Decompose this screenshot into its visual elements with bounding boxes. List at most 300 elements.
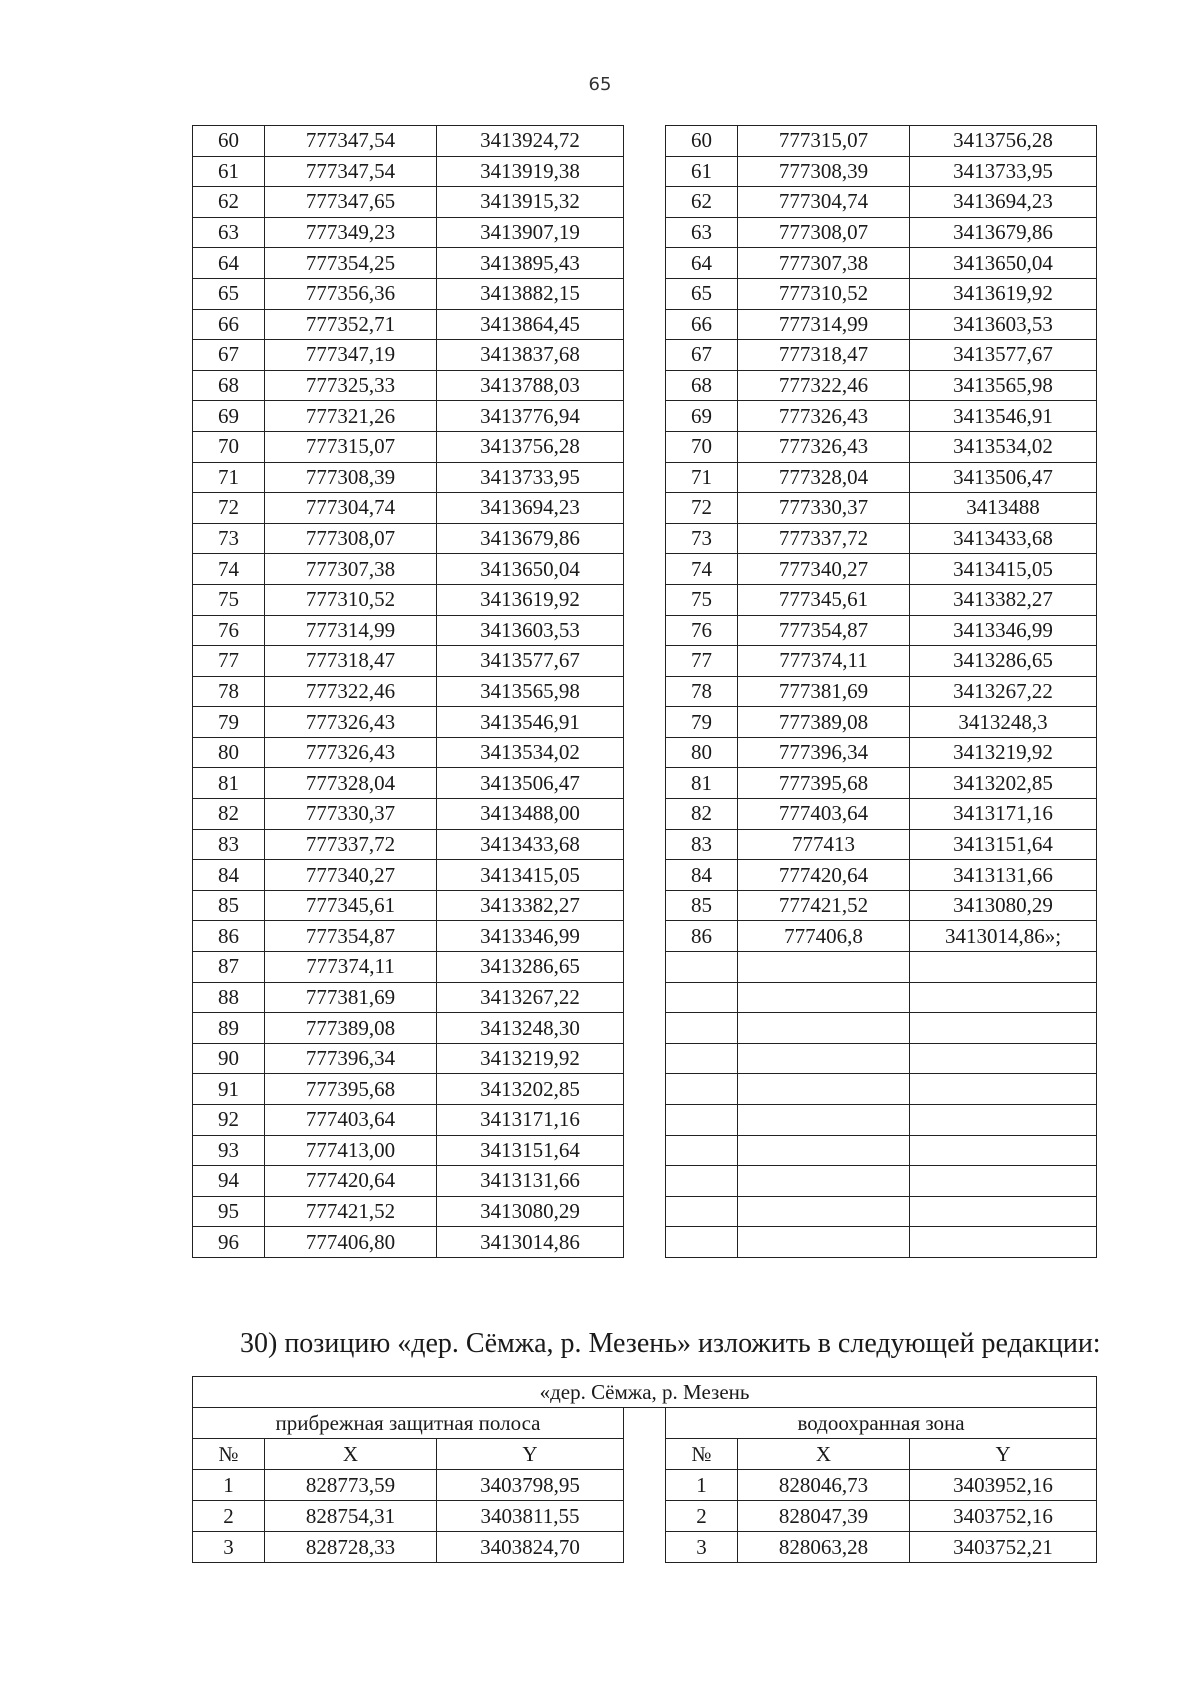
y-coordinate: 3413506,47: [910, 462, 1097, 493]
table-row: [193, 431, 1097, 462]
table-row: [193, 768, 1097, 799]
y-coordinate: 3413546,91: [437, 707, 624, 738]
gap-cell: [624, 1074, 666, 1105]
point-number: 68: [193, 370, 265, 401]
table-title: «дер. Сёмжа, р. Мезень: [193, 1377, 1097, 1408]
x-coordinate: [738, 982, 910, 1013]
x-coordinate: 777413: [738, 829, 910, 860]
point-number: 83: [193, 829, 265, 860]
table-row: [193, 401, 1097, 432]
table-row: [193, 1196, 1097, 1227]
y-coordinate: 3413014,86: [437, 1227, 624, 1258]
x-coordinate: 777321,26: [265, 401, 437, 432]
y-coordinate: 3413488: [910, 493, 1097, 524]
x-coordinate: 777330,37: [265, 799, 437, 830]
y-coordinate: 3413014,86»;: [910, 921, 1097, 952]
point-number: 80: [666, 737, 738, 768]
x-coordinate: 777413,00: [265, 1135, 437, 1166]
point-number: [666, 1196, 738, 1227]
point-number: 71: [193, 462, 265, 493]
point-number: 3: [193, 1532, 265, 1563]
x-coordinate: 777304,74: [265, 493, 437, 524]
page-number: 65: [588, 74, 612, 95]
point-number: 77: [666, 646, 738, 677]
y-coordinate: 3413756,28: [437, 431, 624, 462]
table-row: [193, 156, 1097, 187]
table-row: [193, 1135, 1097, 1166]
y-coordinate: 3413882,15: [437, 278, 624, 309]
point-number: 92: [193, 1105, 265, 1136]
point-number: 81: [666, 768, 738, 799]
y-coordinate: 3413915,32: [437, 187, 624, 218]
gap-cell: [624, 340, 666, 371]
point-number: 96: [193, 1227, 265, 1258]
table-row: [193, 799, 1097, 830]
table-row: [193, 952, 1097, 983]
y-coordinate: [910, 1013, 1097, 1044]
x-coordinate: 777326,43: [738, 401, 910, 432]
point-number: 84: [666, 860, 738, 891]
coordinates-table: [192, 125, 1097, 1258]
table-row: [193, 1043, 1097, 1074]
table-row: [193, 646, 1097, 677]
left-section-header: прибрежная защитная полоса: [193, 1408, 624, 1439]
gap-cell: [624, 952, 666, 983]
y-coordinate: 3413151,64: [910, 829, 1097, 860]
table-row: [193, 462, 1097, 493]
x-coordinate: 777337,72: [738, 523, 910, 554]
point-number: 85: [193, 890, 265, 921]
column-header: №: [193, 1439, 265, 1470]
gap-cell: [624, 1043, 666, 1074]
table-row: [193, 829, 1097, 860]
x-coordinate: 777318,47: [265, 646, 437, 677]
y-coordinate: 3413433,68: [910, 523, 1097, 554]
gap-cell: [624, 982, 666, 1013]
y-coordinate: 3413577,67: [437, 646, 624, 677]
x-coordinate: 777326,43: [738, 431, 910, 462]
point-number: [666, 1166, 738, 1197]
point-number: 90: [193, 1043, 265, 1074]
x-coordinate: 777322,46: [738, 370, 910, 401]
gap-cell: [624, 309, 666, 340]
gap-cell: [624, 493, 666, 524]
table-row: [193, 1105, 1097, 1136]
point-number: 2: [193, 1501, 265, 1532]
table-row: [193, 1227, 1097, 1258]
gap-cell: [624, 615, 666, 646]
y-coordinate: [910, 1227, 1097, 1258]
table-row: [193, 493, 1097, 524]
point-number: 86: [193, 921, 265, 952]
y-coordinate: 3413382,27: [910, 584, 1097, 615]
table-row: [193, 309, 1097, 340]
point-number: [666, 1013, 738, 1044]
x-coordinate: 777322,46: [265, 676, 437, 707]
y-coordinate: 3413346,99: [437, 921, 624, 952]
point-number: [666, 1043, 738, 1074]
point-number: 68: [666, 370, 738, 401]
point-number: 81: [193, 768, 265, 799]
x-coordinate: 777356,36: [265, 278, 437, 309]
point-number: 66: [193, 309, 265, 340]
point-number: 1: [193, 1470, 265, 1501]
gap-cell: [624, 462, 666, 493]
y-coordinate: 3413131,66: [910, 860, 1097, 891]
x-coordinate: 777314,99: [738, 309, 910, 340]
x-coordinate: 777325,33: [265, 370, 437, 401]
point-number: 69: [666, 401, 738, 432]
point-number: 83: [666, 829, 738, 860]
table-row: [193, 248, 1097, 279]
x-coordinate: 777421,52: [265, 1196, 437, 1227]
gap-cell: [624, 1013, 666, 1044]
y-coordinate: 3413171,16: [910, 799, 1097, 830]
y-coordinate: 3413219,92: [437, 1043, 624, 1074]
x-coordinate: 777337,72: [265, 829, 437, 860]
gap-cell: [624, 1105, 666, 1136]
y-coordinate: 3413248,30: [437, 1013, 624, 1044]
gap-cell: [624, 646, 666, 677]
point-number: 85: [666, 890, 738, 921]
table-row: [193, 1013, 1097, 1044]
table-row: [193, 1166, 1097, 1197]
x-coordinate: 828754,31: [265, 1501, 437, 1532]
table-row: [193, 737, 1097, 768]
column-header: X: [265, 1439, 437, 1470]
point-number: 78: [193, 676, 265, 707]
y-coordinate: 3413603,53: [437, 615, 624, 646]
y-coordinate: 3413267,22: [437, 982, 624, 1013]
y-coordinate: 3413171,16: [437, 1105, 624, 1136]
x-coordinate: 777374,11: [265, 952, 437, 983]
x-coordinate: 777396,34: [738, 737, 910, 768]
gap-cell: [624, 1439, 666, 1470]
x-coordinate: [738, 1196, 910, 1227]
y-coordinate: 3403752,16: [910, 1501, 1097, 1532]
x-coordinate: 777340,27: [738, 554, 910, 585]
point-number: 82: [193, 799, 265, 830]
x-coordinate: 777310,52: [265, 584, 437, 615]
point-number: 72: [666, 493, 738, 524]
y-coordinate: 3413603,53: [910, 309, 1097, 340]
point-number: 82: [666, 799, 738, 830]
x-coordinate: 777403,64: [738, 799, 910, 830]
point-number: 60: [193, 126, 265, 157]
point-number: 64: [666, 248, 738, 279]
point-number: [666, 1135, 738, 1166]
gap-cell: [624, 737, 666, 768]
y-coordinate: 3413694,23: [437, 493, 624, 524]
point-number: 75: [193, 584, 265, 615]
gap-cell: [624, 1227, 666, 1258]
point-number: 64: [193, 248, 265, 279]
x-coordinate: 777308,39: [738, 156, 910, 187]
point-number: 61: [193, 156, 265, 187]
y-coordinate: 3413864,45: [437, 309, 624, 340]
y-coordinate: 3413415,05: [910, 554, 1097, 585]
column-header-row: [193, 1439, 1097, 1470]
point-number: 70: [666, 431, 738, 462]
y-coordinate: [910, 1166, 1097, 1197]
point-number: 1: [666, 1470, 738, 1501]
gap-cell: [624, 217, 666, 248]
x-coordinate: 828046,73: [738, 1470, 910, 1501]
y-coordinate: 3413776,94: [437, 401, 624, 432]
right-section-header: водоохранная зона: [666, 1408, 1097, 1439]
x-coordinate: 828047,39: [738, 1501, 910, 1532]
gap-cell: [624, 187, 666, 218]
x-coordinate: [738, 952, 910, 983]
y-coordinate: 3413202,85: [437, 1074, 624, 1105]
y-coordinate: 3413756,28: [910, 126, 1097, 157]
y-coordinate: 3413650,04: [437, 554, 624, 585]
point-number: 62: [193, 187, 265, 218]
point-number: 77: [193, 646, 265, 677]
gap-cell: [624, 1501, 666, 1532]
x-coordinate: [738, 1043, 910, 1074]
y-coordinate: 3413907,19: [437, 217, 624, 248]
point-number: 73: [193, 523, 265, 554]
point-number: 87: [193, 952, 265, 983]
gap-cell: [624, 768, 666, 799]
point-number: 88: [193, 982, 265, 1013]
y-coordinate: [910, 1043, 1097, 1074]
table-row: [193, 676, 1097, 707]
point-number: 65: [666, 278, 738, 309]
point-number: 66: [666, 309, 738, 340]
gap-cell: [624, 1135, 666, 1166]
y-coordinate: 3413679,86: [437, 523, 624, 554]
x-coordinate: 777330,37: [738, 493, 910, 524]
point-number: [666, 1105, 738, 1136]
point-number: [666, 1074, 738, 1105]
x-coordinate: 777345,61: [738, 584, 910, 615]
x-coordinate: [738, 1105, 910, 1136]
gap-cell: [624, 1470, 666, 1501]
table-section-header-row: [193, 1408, 1097, 1439]
y-coordinate: 3413788,03: [437, 370, 624, 401]
x-coordinate: 777340,27: [265, 860, 437, 891]
gap-cell: [624, 1166, 666, 1197]
gap-cell: [624, 890, 666, 921]
y-coordinate: 3413286,65: [910, 646, 1097, 677]
y-coordinate: 3413219,92: [910, 737, 1097, 768]
point-number: [666, 982, 738, 1013]
point-number: 62: [666, 187, 738, 218]
x-coordinate: 828773,59: [265, 1470, 437, 1501]
gap-cell: [624, 707, 666, 738]
point-number: 89: [193, 1013, 265, 1044]
point-number: 75: [666, 584, 738, 615]
point-number: 72: [193, 493, 265, 524]
point-number: 86: [666, 921, 738, 952]
y-coordinate: 3403798,95: [437, 1470, 624, 1501]
gap-cell: [624, 676, 666, 707]
y-coordinate: 3403952,16: [910, 1470, 1097, 1501]
table-row: [193, 615, 1097, 646]
x-coordinate: 777347,19: [265, 340, 437, 371]
y-coordinate: [910, 1196, 1097, 1227]
y-coordinate: 3413694,23: [910, 187, 1097, 218]
x-coordinate: 828063,28: [738, 1532, 910, 1563]
x-coordinate: 777326,43: [265, 737, 437, 768]
x-coordinate: 777421,52: [738, 890, 910, 921]
x-coordinate: 777420,64: [265, 1166, 437, 1197]
y-coordinate: 3413919,38: [437, 156, 624, 187]
point-number: 63: [193, 217, 265, 248]
x-coordinate: [738, 1135, 910, 1166]
x-coordinate: 777395,68: [265, 1074, 437, 1105]
column-header: №: [666, 1439, 738, 1470]
gap-cell: [624, 829, 666, 860]
x-coordinate: 777403,64: [265, 1105, 437, 1136]
point-number: 61: [666, 156, 738, 187]
point-number: 76: [193, 615, 265, 646]
y-coordinate: 3413679,86: [910, 217, 1097, 248]
column-header: X: [738, 1439, 910, 1470]
x-coordinate: 777352,71: [265, 309, 437, 340]
x-coordinate: 777307,38: [265, 554, 437, 585]
x-coordinate: 777308,39: [265, 462, 437, 493]
x-coordinate: 777310,52: [738, 278, 910, 309]
gap-cell: [624, 860, 666, 891]
x-coordinate: 777308,07: [738, 217, 910, 248]
point-number: 2: [666, 1501, 738, 1532]
x-coordinate: [738, 1166, 910, 1197]
point-number: 71: [666, 462, 738, 493]
point-number: 70: [193, 431, 265, 462]
x-coordinate: 777354,87: [265, 921, 437, 952]
y-coordinate: 3413619,92: [910, 278, 1097, 309]
point-number: 84: [193, 860, 265, 891]
point-number: 67: [193, 340, 265, 371]
y-coordinate: [910, 1074, 1097, 1105]
gap-cell: [624, 370, 666, 401]
x-coordinate: [738, 1227, 910, 1258]
x-coordinate: 777349,23: [265, 217, 437, 248]
table-row: [193, 187, 1097, 218]
gap-cell: [624, 921, 666, 952]
y-coordinate: 3413619,92: [437, 584, 624, 615]
point-number: 74: [193, 554, 265, 585]
y-coordinate: 3413733,95: [437, 462, 624, 493]
y-coordinate: 3403811,55: [437, 1501, 624, 1532]
point-number: [666, 952, 738, 983]
y-coordinate: 3413248,3: [910, 707, 1097, 738]
point-number: 60: [666, 126, 738, 157]
x-coordinate: 777328,04: [265, 768, 437, 799]
table-row: [193, 370, 1097, 401]
table-row: [193, 890, 1097, 921]
x-coordinate: 777389,08: [265, 1013, 437, 1044]
table-row: [193, 1074, 1097, 1105]
instruction-text: 30) позицию «дер. Сёмжа, р. Мезень» изложить в следующей редакции:: [240, 1328, 1101, 1359]
x-coordinate: 777420,64: [738, 860, 910, 891]
table-row: [193, 707, 1097, 738]
semzha-coordinates-table: [192, 1376, 1097, 1563]
table-row: [193, 921, 1097, 952]
y-coordinate: 3413415,05: [437, 860, 624, 891]
gap-cell: [624, 584, 666, 615]
x-coordinate: 777347,65: [265, 187, 437, 218]
x-coordinate: 777381,69: [738, 676, 910, 707]
x-coordinate: 777307,38: [738, 248, 910, 279]
table-row: [193, 554, 1097, 585]
point-number: 63: [666, 217, 738, 248]
y-coordinate: 3413131,66: [437, 1166, 624, 1197]
point-number: 78: [666, 676, 738, 707]
point-number: 79: [666, 707, 738, 738]
x-coordinate: 777326,43: [265, 707, 437, 738]
table-row: [193, 1532, 1097, 1563]
gap-cell: [624, 1196, 666, 1227]
gap-cell: [624, 1532, 666, 1563]
x-coordinate: 777318,47: [738, 340, 910, 371]
y-coordinate: 3413577,67: [910, 340, 1097, 371]
point-number: 73: [666, 523, 738, 554]
y-coordinate: [910, 952, 1097, 983]
x-coordinate: 777308,07: [265, 523, 437, 554]
y-coordinate: 3403824,70: [437, 1532, 624, 1563]
column-header: Y: [910, 1439, 1097, 1470]
table-row: [193, 126, 1097, 157]
x-coordinate: 777395,68: [738, 768, 910, 799]
y-coordinate: 3413895,43: [437, 248, 624, 279]
table-row: [193, 217, 1097, 248]
y-coordinate: [910, 982, 1097, 1013]
y-coordinate: 3413346,99: [910, 615, 1097, 646]
gap-cell: [624, 248, 666, 279]
point-number: 93: [193, 1135, 265, 1166]
table-row: [193, 1470, 1097, 1501]
table-row: [193, 584, 1097, 615]
point-number: 76: [666, 615, 738, 646]
y-coordinate: 3413382,27: [437, 890, 624, 921]
y-coordinate: 3413202,85: [910, 768, 1097, 799]
y-coordinate: 3413151,64: [437, 1135, 624, 1166]
x-coordinate: [738, 1074, 910, 1105]
point-number: 67: [666, 340, 738, 371]
x-coordinate: 777381,69: [265, 982, 437, 1013]
gap-cell: [624, 431, 666, 462]
x-coordinate: 828728,33: [265, 1532, 437, 1563]
y-coordinate: 3413080,29: [437, 1196, 624, 1227]
y-coordinate: 3403752,21: [910, 1532, 1097, 1563]
table-title-row: [193, 1377, 1097, 1408]
gap-cell: [624, 278, 666, 309]
x-coordinate: 777396,34: [265, 1043, 437, 1074]
gap-cell: [624, 523, 666, 554]
column-header: Y: [437, 1439, 624, 1470]
y-coordinate: 3413534,02: [910, 431, 1097, 462]
gap-cell: [624, 554, 666, 585]
x-coordinate: 777354,87: [738, 615, 910, 646]
x-coordinate: 777389,08: [738, 707, 910, 738]
x-coordinate: 777406,8: [738, 921, 910, 952]
y-coordinate: 3413837,68: [437, 340, 624, 371]
y-coordinate: [910, 1105, 1097, 1136]
y-coordinate: 3413924,72: [437, 126, 624, 157]
point-number: 91: [193, 1074, 265, 1105]
x-coordinate: 777354,25: [265, 248, 437, 279]
x-coordinate: 777345,61: [265, 890, 437, 921]
y-coordinate: 3413267,22: [910, 676, 1097, 707]
y-coordinate: [910, 1135, 1097, 1166]
y-coordinate: 3413650,04: [910, 248, 1097, 279]
point-number: 69: [193, 401, 265, 432]
point-number: 79: [193, 707, 265, 738]
